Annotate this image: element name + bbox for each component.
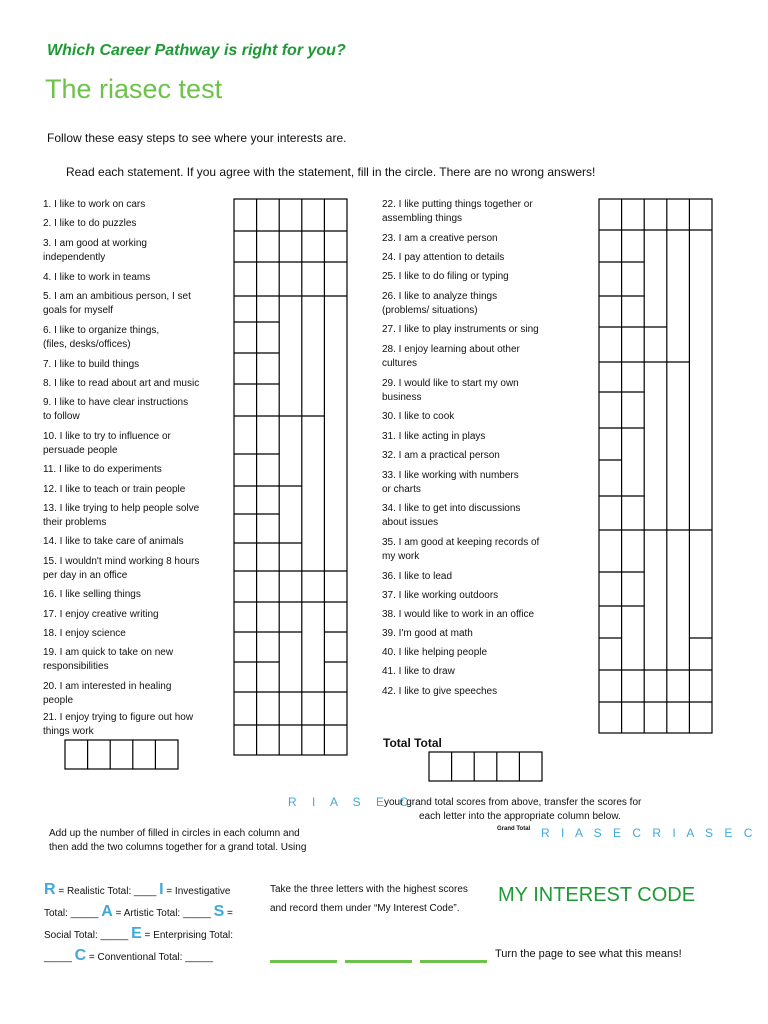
statement-line: 32. I am a practical person — [382, 450, 500, 461]
statement-item — [382, 589, 498, 603]
add-instructions-2: then add the two columns together for a grand total. Using — [49, 842, 307, 853]
instructions-text: Read each statement. If you agree with the statement, fill in the circle. There are no wrong answers! — [66, 165, 596, 179]
statement-item — [382, 502, 520, 530]
statement-item — [43, 627, 126, 641]
statement-line: 40. I like helping people — [382, 647, 488, 658]
statement-line: responsibilities — [43, 661, 109, 672]
statement-item — [43, 646, 173, 674]
statement-line: 17. I enjoy creative writing — [43, 609, 159, 620]
statement-item — [43, 271, 150, 285]
statement-line: 9. I like to have clear instructions — [43, 397, 189, 408]
statement-item — [382, 646, 487, 660]
statement-line: 22. I like putting things together or — [382, 199, 533, 210]
statement-item — [382, 570, 452, 584]
statement-line: 4. I like to work in teams — [43, 272, 151, 283]
statement-line: 6. I like to organize things, — [43, 325, 160, 336]
statement-line: or charts — [382, 484, 421, 495]
investigative-total[interactable]: Total: _____ — [44, 908, 99, 919]
answer-grid-left[interactable] — [233, 198, 349, 758]
answer-grid-right[interactable] — [598, 198, 714, 736]
page-title: The riasec test — [45, 74, 223, 104]
statement-item — [382, 343, 520, 371]
statement-line: persuade people — [43, 445, 118, 456]
statement-line: my work — [382, 551, 420, 562]
e-letter: E — [131, 925, 142, 942]
statement-line: people — [43, 695, 74, 706]
statement-line: goals for myself — [43, 305, 114, 316]
i-letter: I — [159, 881, 164, 898]
statement-line: cultures — [382, 358, 418, 369]
statement-line: 33. I like working with numbers — [382, 470, 519, 481]
interest-code-blank-2[interactable] — [345, 960, 412, 963]
statement-item — [43, 290, 191, 318]
statement-item — [43, 430, 171, 458]
left-total-boxes[interactable] — [64, 739, 180, 776]
statement-item — [43, 463, 162, 477]
interest-code-title: MY INTEREST CODE — [498, 884, 696, 906]
interest-code-instructions-1: Take the three letters with the highest scores — [270, 884, 468, 895]
statement-item — [43, 324, 159, 352]
interest-code-blank-3[interactable] — [420, 960, 487, 963]
statement-item — [382, 430, 485, 444]
statement-line: 24. I pay attention to details — [382, 252, 505, 263]
add-instructions-1: Add up the number of filled in circles in each column and — [49, 828, 300, 839]
statement-line: about issues — [382, 517, 439, 528]
conventional-total[interactable]: = Conventional Total: _____ — [86, 952, 214, 963]
statement-item — [43, 483, 185, 497]
category-totals — [44, 880, 269, 968]
investigative-label: = Investigative — [163, 886, 231, 897]
artistic-total[interactable]: = Artistic Total: _____ — [112, 908, 211, 919]
statement-line: 27. I like to play instruments or sing — [382, 324, 539, 335]
statement-line: 8. I like to read about art and music — [43, 378, 200, 389]
statement-line: 1. I like to work on cars — [43, 199, 146, 210]
enterprising-total[interactable]: _____ — [44, 952, 72, 963]
statement-item — [43, 237, 147, 265]
statement-line: (files, desks/offices) — [43, 339, 131, 350]
social-total[interactable]: Social Total: _____ — [44, 930, 129, 941]
statement-line: 35. I am good at keeping records of — [382, 537, 540, 548]
statement-item — [382, 685, 497, 699]
riasec-column-labels: R I A S E C — [288, 795, 415, 809]
statement-item — [382, 410, 454, 424]
s-letter: S — [213, 903, 225, 920]
statement-item — [43, 711, 193, 739]
statement-line: 5. I am an ambitious person, I set — [43, 291, 191, 302]
statement-line: 29. I would like to start my own — [382, 378, 519, 389]
statement-item — [43, 377, 199, 391]
statement-item — [382, 290, 497, 318]
statement-item — [382, 232, 498, 246]
statement-line: 31. I like acting in plays — [382, 431, 486, 442]
a-letter: A — [101, 903, 113, 920]
statement-item — [43, 198, 145, 212]
statement-line: 20. I am interested in healing — [43, 681, 172, 692]
statement-line: 34. I like to get into discussions — [382, 503, 521, 514]
statement-line: 26. I like to analyze things — [382, 291, 498, 302]
statement-item — [43, 217, 136, 231]
statement-item — [43, 535, 184, 549]
statement-line: 2. I like to do puzzles — [43, 218, 137, 229]
turn-page-note: Turn the page to see what this means! — [495, 948, 682, 960]
statement-line: 12. I like to teach or train people — [43, 484, 186, 495]
statement-line: 30. I like to cook — [382, 411, 455, 422]
total-total-label: Total Total — [383, 736, 442, 750]
statement-line: 36. I like to lead — [382, 571, 453, 582]
interest-code-blank-1[interactable] — [270, 960, 337, 963]
intro-text: Follow these easy steps to see where your interests are. — [47, 131, 347, 145]
statement-line: 18. I enjoy science — [43, 628, 126, 639]
realistic-total[interactable]: = Realistic Total: ____ — [55, 886, 157, 897]
statement-item — [382, 665, 455, 679]
statement-item — [382, 377, 519, 405]
statement-line: 38. I would like to work in an office — [382, 609, 535, 620]
transfer-instructions-1: your grand total scores from above, transfer the scores for — [384, 797, 642, 808]
statement-line: 3. I am good at working — [43, 238, 147, 249]
statement-line: 7. I like to build things — [43, 359, 140, 370]
c-letter: C — [74, 947, 87, 964]
statement-line: 19. I am quick to take on new — [43, 647, 174, 658]
statement-line: (problems/ situations) — [382, 305, 478, 316]
r-letter: R — [44, 881, 56, 898]
statement-item — [382, 270, 509, 284]
statement-item — [43, 396, 188, 424]
statement-line: 41. I like to draw — [382, 666, 455, 677]
statement-item — [43, 680, 171, 708]
statement-line: 11. I like to do experiments — [43, 464, 162, 475]
statement-line: to follow — [43, 411, 80, 422]
statement-line: things work — [43, 726, 94, 737]
statement-line: independently — [43, 252, 106, 263]
statement-line: their problems — [43, 517, 107, 528]
statement-item — [382, 449, 500, 463]
statement-item — [382, 323, 539, 337]
statement-item — [43, 358, 139, 372]
grand-total-label: Grand Total — [497, 826, 531, 832]
interest-code-instructions-2: and record them under “My Interest Code”. — [270, 903, 460, 914]
statement-item — [382, 608, 534, 622]
statement-line: per day in an office — [43, 570, 128, 581]
statement-line: 13. I like trying to help people solve — [43, 503, 200, 514]
statement-line: 39. I'm good at math — [382, 628, 473, 639]
statement-item — [382, 469, 519, 497]
statement-item — [43, 588, 141, 602]
transfer-instructions-2: each letter into the appropriate column below. — [419, 811, 621, 822]
statement-item — [382, 198, 533, 226]
social-equals: = — [224, 908, 233, 919]
statement-item — [382, 251, 504, 265]
statement-item — [382, 536, 539, 564]
statement-line: 16. I like selling things — [43, 589, 141, 600]
enterprising-label: = Enterprising Total: — [141, 930, 234, 941]
statement-item — [43, 608, 159, 622]
statement-item — [43, 502, 199, 530]
right-total-boxes[interactable] — [428, 751, 544, 788]
statement-line: 14. I like to take care of animals — [43, 536, 184, 547]
statement-line: 25. I like to do filing or typing — [382, 271, 509, 282]
statement-line: 23. I am a creative person — [382, 233, 498, 244]
statement-line: 10. I like to try to influence or — [43, 431, 171, 442]
statement-item — [382, 627, 473, 641]
statement-line: 28. I enjoy learning about other — [382, 344, 520, 355]
statement-item — [43, 555, 199, 583]
statement-line: assembling things — [382, 213, 463, 224]
career-pathway-title: Which Career Pathway is right for you? — [47, 42, 346, 59]
statement-line: 42. I like to give speeches — [382, 686, 498, 697]
statement-line: 15. I wouldn't mind working 8 hours — [43, 556, 200, 567]
grand-total-riasec-labels: R I A S E C R I A S E C — [541, 826, 757, 840]
statement-line: 21. I enjoy trying to figure out how — [43, 712, 194, 723]
statement-line: business — [382, 392, 422, 403]
statement-line: 37. I like working outdoors — [382, 590, 499, 601]
